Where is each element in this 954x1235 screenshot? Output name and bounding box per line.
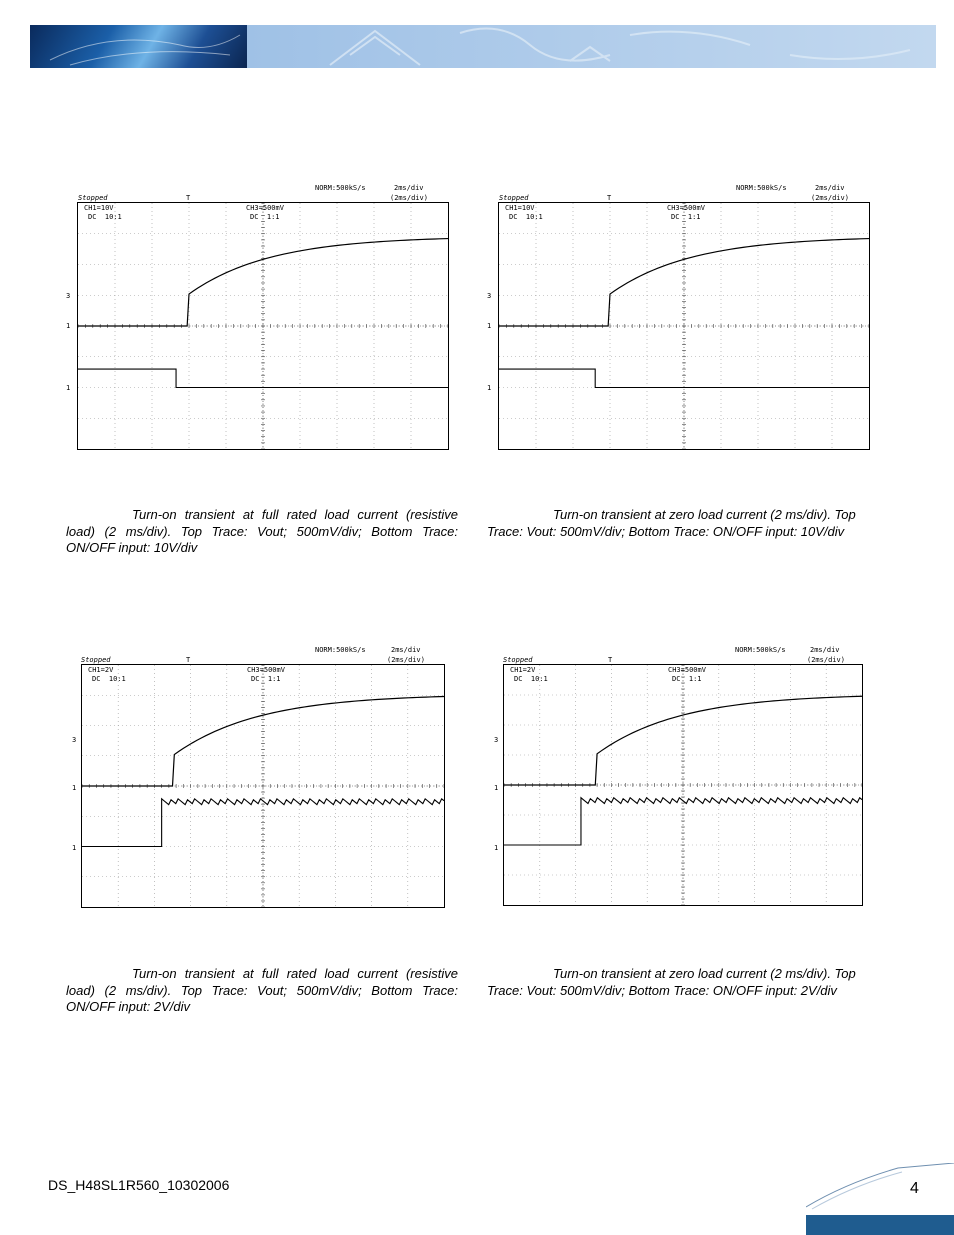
scope-screen (81, 664, 445, 908)
caption-text: Turn-on transient at zero load current (2 ms/div). Top Trace: Vout: 500mV/div; Bottom Trace: ON/OFF input: 2V/div (487, 966, 856, 998)
scope-waveform (499, 203, 869, 449)
trace-marker-icon: 3 (66, 292, 71, 300)
ch1-coupling: DC 10:1 (88, 213, 122, 221)
ch3-setting: CH3=500mV (247, 666, 285, 674)
oscilloscope-figure-2 (481, 182, 881, 452)
trace-marker-icon: 1 (72, 784, 77, 792)
trace-marker-icon: 3 (72, 736, 77, 744)
banner-logo-watermark (30, 25, 936, 68)
ch3-coupling: DC 1:1 (251, 675, 281, 683)
oscilloscope-figure-4 (486, 644, 886, 914)
ch1-setting: CH1=10V (84, 204, 114, 212)
scope-timebase-sub: (2ms/div) (390, 194, 428, 202)
caption-text: Turn-on transient at zero load current (2 ms/div). Top Trace: Vout: 500mV/div; Bottom Trace: ON/OFF input: 10V/div (487, 507, 856, 539)
ch1-setting: CH1=2V (510, 666, 536, 674)
scope-sample-rate: NORM:500kS/s (735, 646, 786, 654)
ch3-setting: CH3=500mV (246, 204, 284, 212)
trace-marker-icon: 1 (487, 384, 492, 392)
footer-corner-graphic (806, 1163, 954, 1235)
scope-trigger-icon: T (186, 194, 191, 202)
oscilloscope-figure-1 (60, 182, 460, 452)
header-banner (30, 25, 936, 68)
ch1-setting: CH1=10V (505, 204, 535, 212)
caption-text: Turn-on transient at full rated load current (resistive load) (2 ms/div). Top Trace: Vout; 500mV/div; Bottom Trace: ON/OFF input: 2V/div (66, 966, 458, 1014)
trace-marker-icon: 1 (66, 384, 71, 392)
scope-timebase-sub: (2ms/div) (387, 656, 425, 664)
scope-timebase: 2ms/div (394, 184, 424, 192)
scope-screen (77, 202, 449, 450)
oscilloscope-figure-3 (64, 644, 464, 914)
scope-trigger-icon: T (186, 656, 191, 664)
scope-screen (503, 664, 863, 906)
scope-timebase: 2ms/div (391, 646, 421, 654)
ch1-coupling: DC 10:1 (509, 213, 543, 221)
scope-sample-rate: NORM:500kS/s (315, 184, 366, 192)
figure-caption-4 (487, 966, 879, 999)
figure-caption-3 (66, 966, 458, 1016)
scope-timebase-sub: (2ms/div) (811, 194, 849, 202)
scope-trigger-icon: T (607, 194, 612, 202)
ch1-setting: CH1=2V (88, 666, 114, 674)
scope-trigger-icon: T (608, 656, 613, 664)
scope-sample-rate: NORM:500kS/s (315, 646, 366, 654)
trace-marker-icon: 1 (494, 784, 499, 792)
scope-waveform (78, 203, 448, 449)
ch1-coupling: DC 10:1 (92, 675, 126, 683)
trace-marker-icon: 1 (487, 322, 492, 330)
figure-caption-2 (487, 507, 879, 540)
scope-sample-rate: NORM:500kS/s (736, 184, 787, 192)
caption-text: Turn-on transient at full rated load current (resistive load) (2 ms/div). Top Trace: Vout; 500mV/div; Bottom Trace: ON/OFF input: 10V/div (66, 507, 458, 555)
scope-timebase: 2ms/div (815, 184, 845, 192)
document-code: DS_H48SL1R560_10302006 (48, 1177, 230, 1193)
ch3-setting: CH3=500mV (668, 666, 706, 674)
ch3-coupling: DC 1:1 (671, 213, 701, 221)
scope-timebase-sub: (2ms/div) (807, 656, 845, 664)
scope-timebase: 2ms/div (810, 646, 840, 654)
trace-marker-icon: 1 (494, 844, 499, 852)
ch3-coupling: DC 1:1 (672, 675, 702, 683)
ch1-coupling: DC 10:1 (514, 675, 548, 683)
scope-waveform (82, 665, 444, 907)
trace-marker-icon: 1 (72, 844, 77, 852)
scope-status: Stopped (81, 656, 111, 664)
figure-caption-1 (66, 507, 458, 557)
scope-status: Stopped (78, 194, 108, 202)
scope-screen (498, 202, 870, 450)
trace-marker-icon: 3 (494, 736, 499, 744)
trace-marker-icon: 1 (66, 322, 71, 330)
ch3-coupling: DC 1:1 (250, 213, 280, 221)
scope-status: Stopped (499, 194, 529, 202)
ch3-setting: CH3=500mV (667, 204, 705, 212)
trace-marker-icon: 3 (487, 292, 492, 300)
page-number: 4 (910, 1180, 919, 1197)
scope-status: Stopped (503, 656, 533, 664)
scope-waveform (504, 665, 862, 905)
